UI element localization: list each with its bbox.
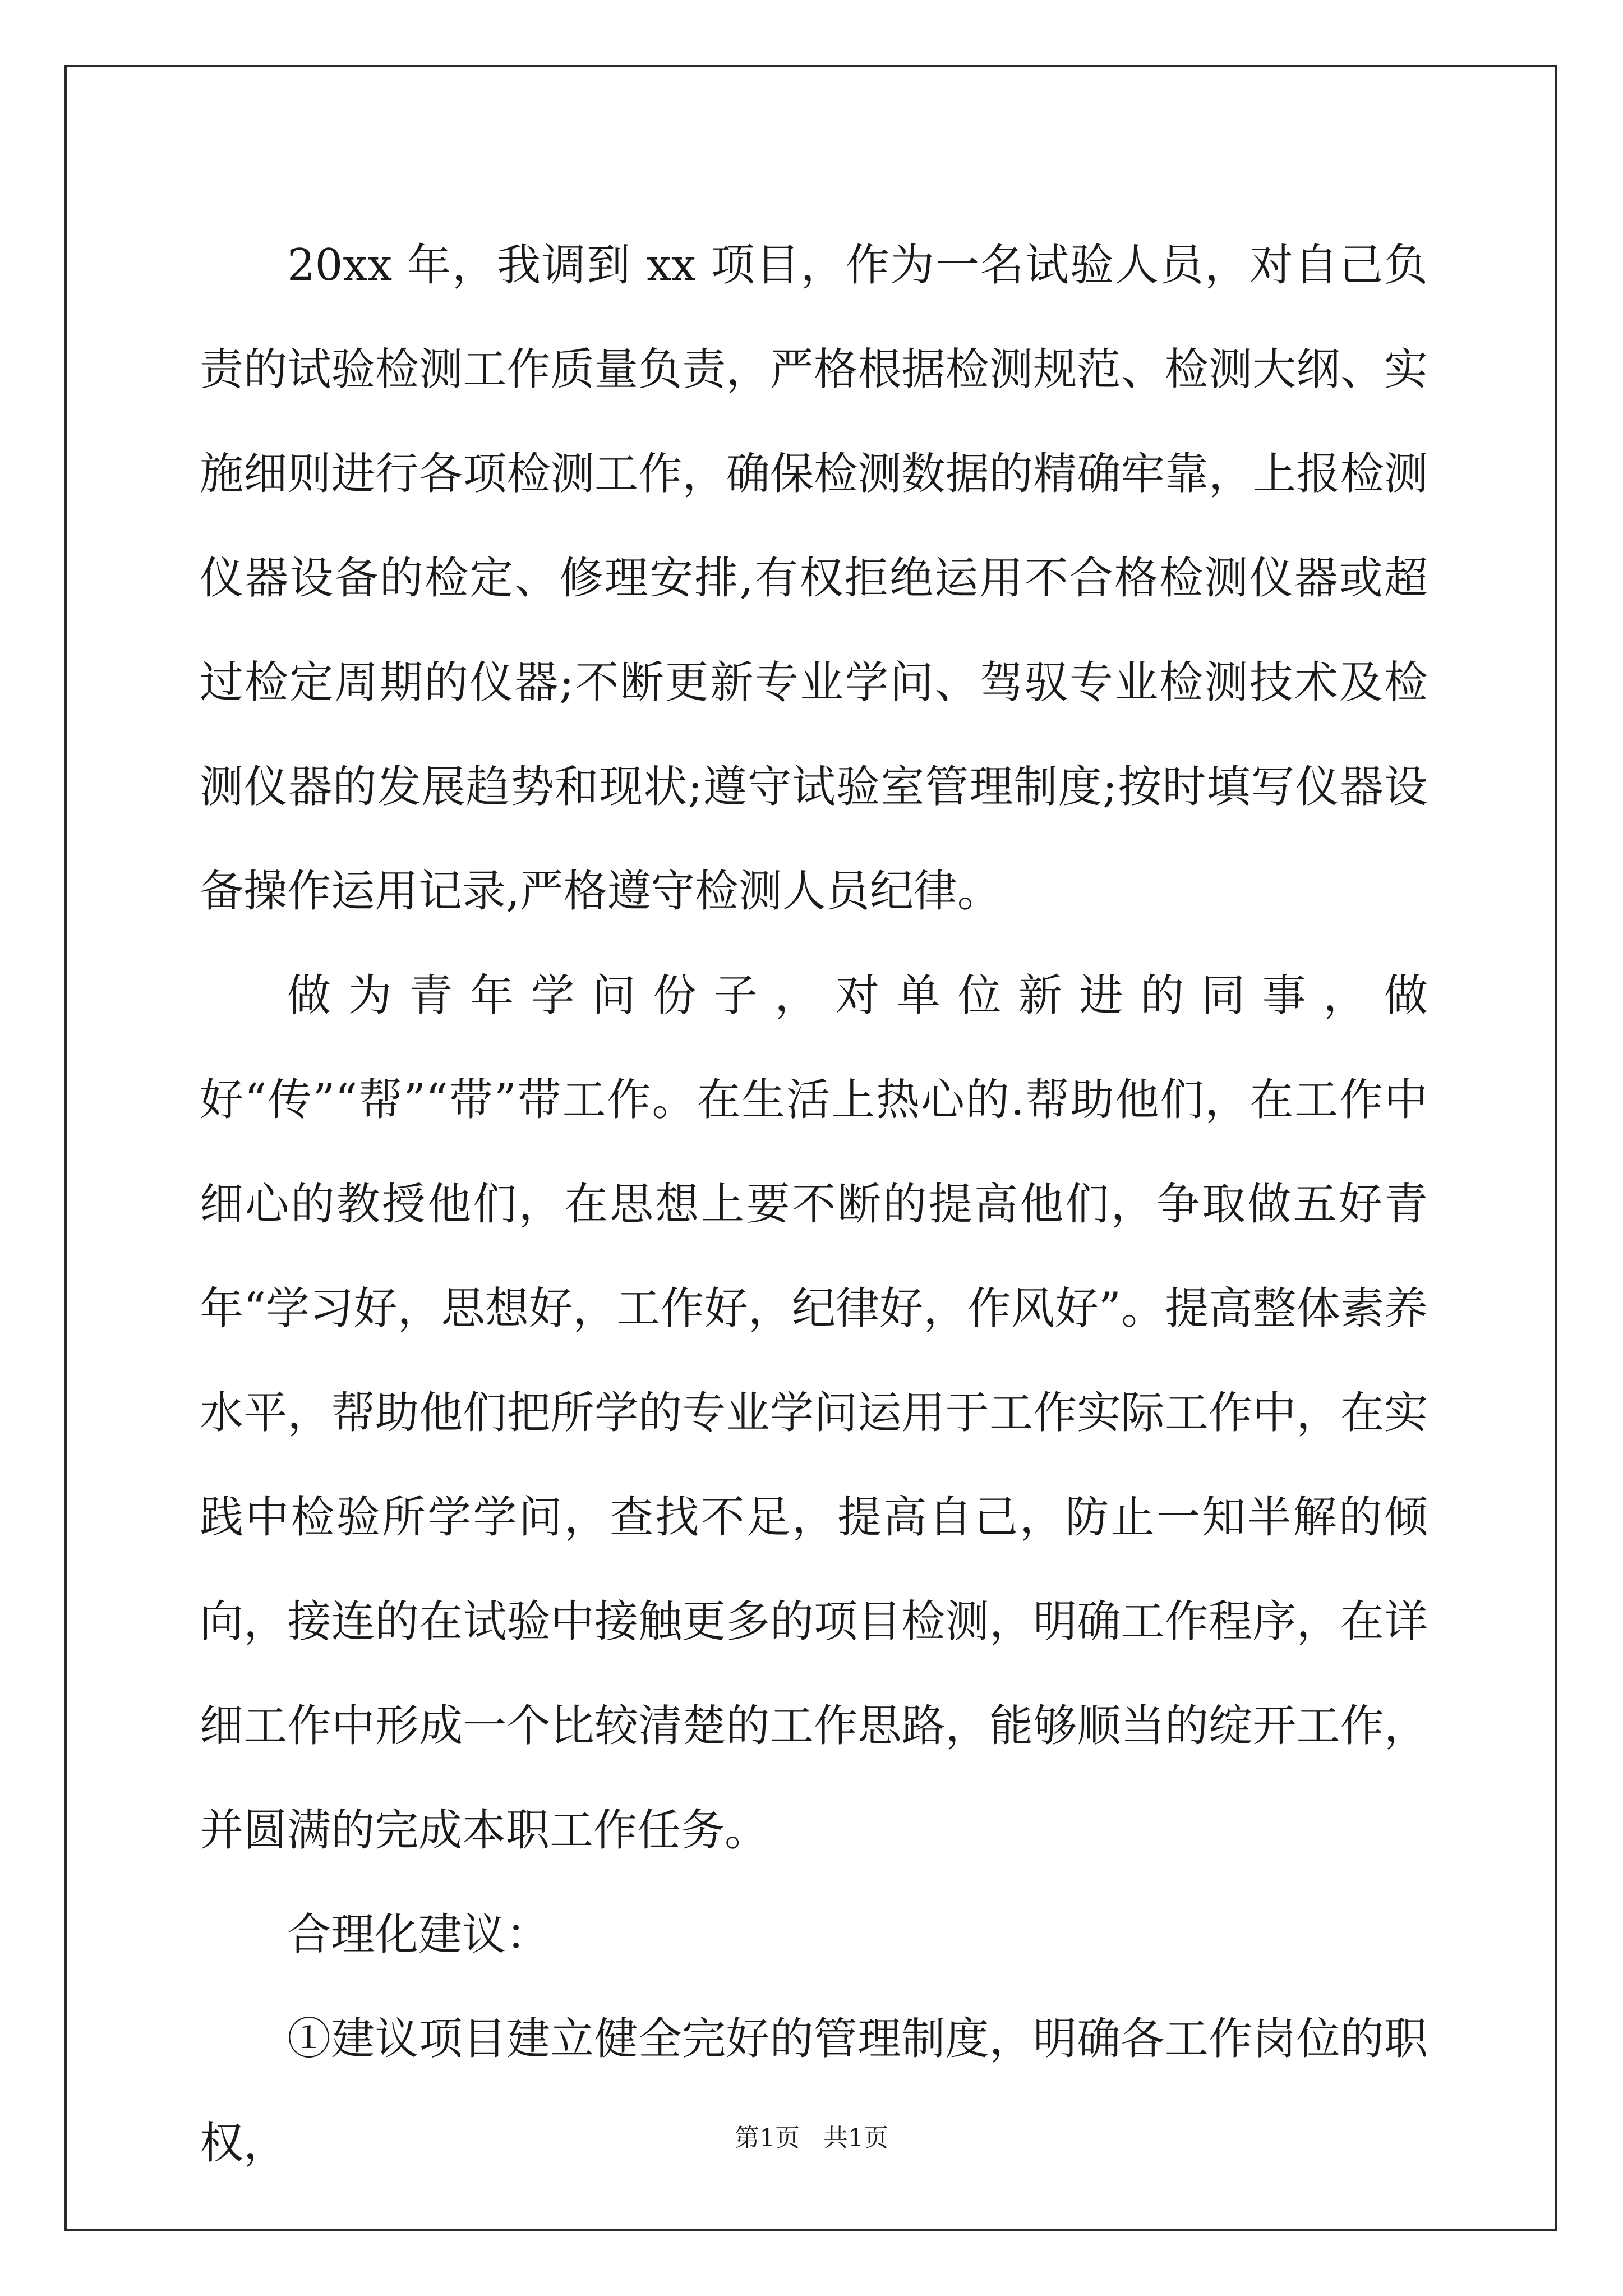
paragraph-3: 合理化建议： <box>287 1910 550 1960</box>
page-footer: 第1页 共1页 <box>735 2124 888 2152</box>
paragraph-4: ①建议项目建立健全完好的管理制度，明确各工作岗位的职权， <box>200 2014 1428 2169</box>
paragraph-2: 做为青年学问份子，对单位新进的同事，做好“传”“帮”“带”带工作。在生活上热心的.帮助他们，在工作中细心的教授他们，在思想上要不断的提高他们，争取做五好青年“学习好，思想好，工作好，纪律好，作风好”。提高整体素养水平，帮助他们把所学的专业学问运用于工作实际工作中，在实践中检验所学学问，查找不足，提高自己，防止一知半解的倾向，接连的在试验中接触更多的项目检测，明确工作程序，在详细工作中形成一个比较清楚的工作思路，能够顺当的绽开工作，并圆满的完成本职工作任务。 <box>200 970 1428 1856</box>
document-body <box>200 213 1428 2196</box>
paragraph-1: 20xx 年，我调到 xx 项目，作为一名试验人员，对自己负责的试验检测工作质量负责，严格根据检测规范、检测大纲、实施细则进行各项检测工作，确保检测数据的精确牢靠，上报检测仪器设备的检定、修理安排,有权拒绝运用不合格检测仪器或超过检定周期的仪器;不断更新专业学问、驾驭专业检测技术及检测仪器的发展趋势和现状;遵守试验室管理制度;按时填写仪器设备操作运用记录,严格遵守检测人员纪律。 <box>200 240 1428 917</box>
